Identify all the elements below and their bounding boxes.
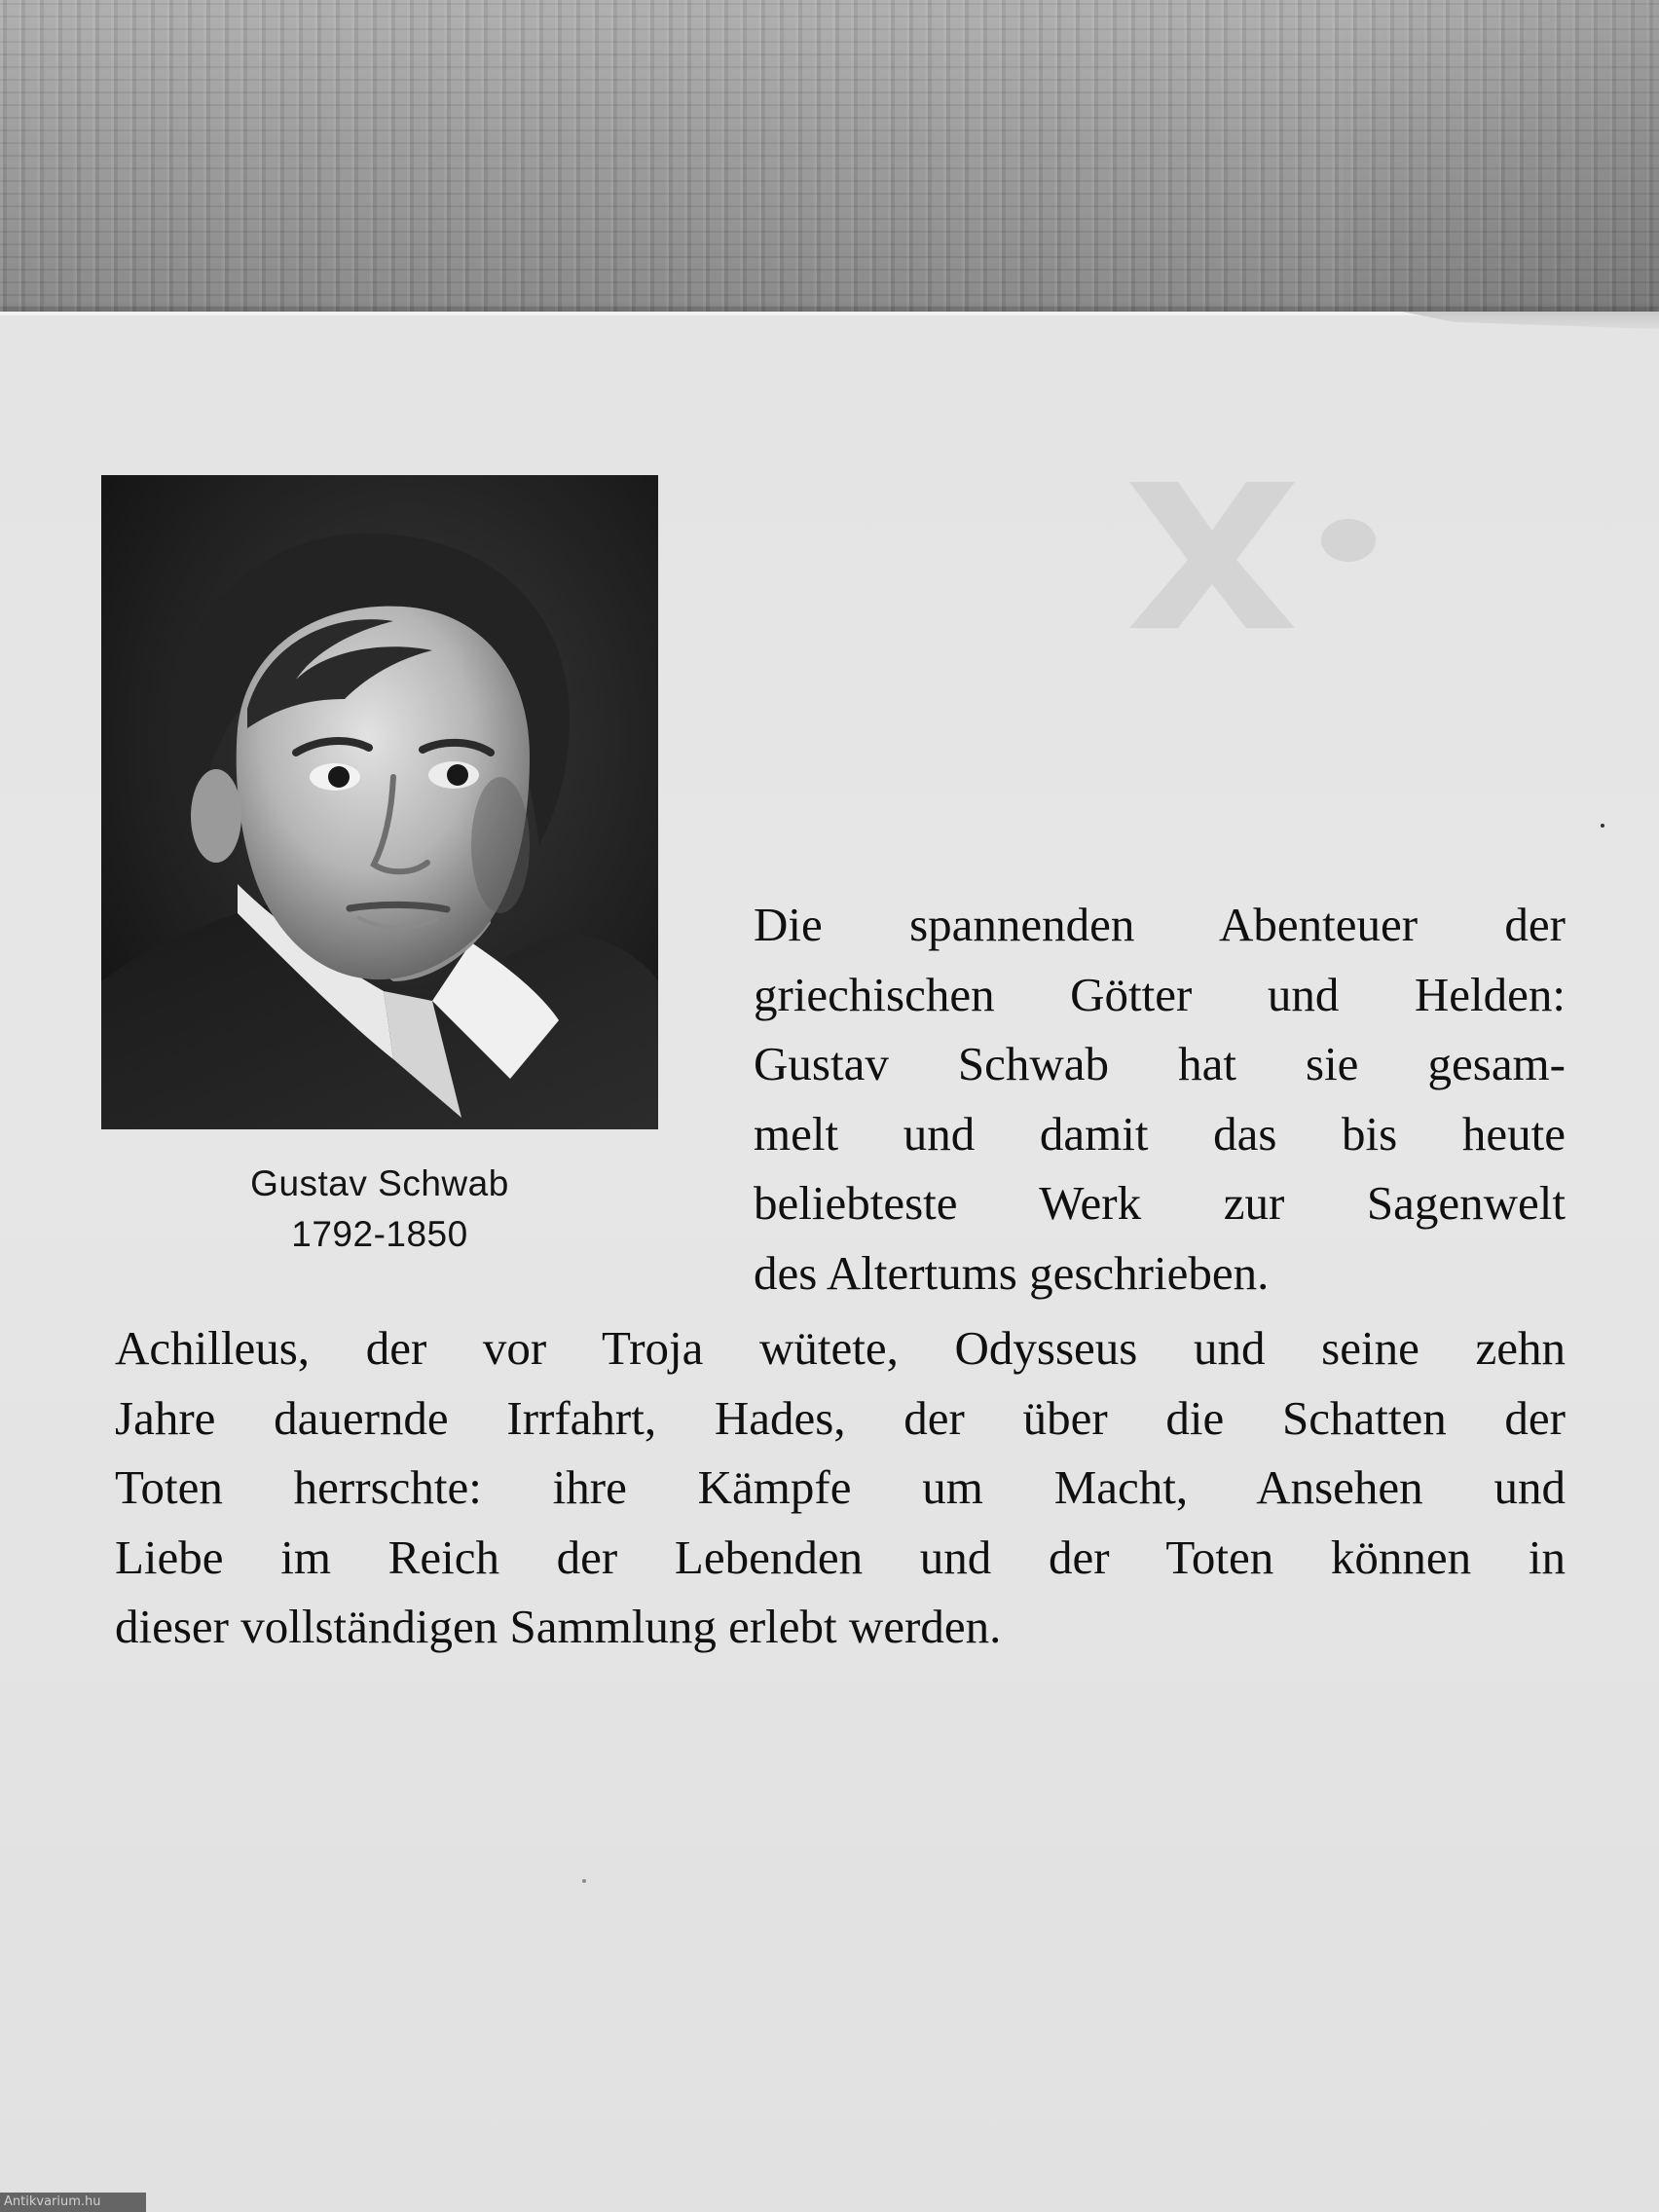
publisher-logo-watermark — [1120, 462, 1382, 638]
intro-line: beliebteste Werk zur Sagenwelt — [754, 1176, 1566, 1230]
intro-line: melt und damit das bis heute — [754, 1106, 1566, 1161]
intro-line: Die spannenden Abenteuer der — [754, 898, 1566, 951]
intro-line: Gustav Schwab hat sie gesam- — [754, 1037, 1566, 1090]
paper-speck — [582, 1879, 586, 1883]
intro-line: griechischen Götter und Helden: — [754, 967, 1566, 1021]
main-line: Jahre dauernde Irrfahrt, Hades, der über die Schatten der — [115, 1390, 1566, 1445]
main-line: dieser vollständigen Sammlung erlebt werden. — [115, 1600, 1002, 1653]
author-lifespan: 1792-1850 — [291, 1214, 468, 1254]
source-watermark: Antikvarium.hu — [0, 2193, 146, 2212]
portrait-image — [101, 475, 658, 1129]
portrait-caption — [101, 1159, 658, 1260]
main-paragraph — [115, 1313, 1566, 1662]
author-name: Gustav Schwab — [250, 1163, 509, 1203]
intro-line: des Altertums geschrieben. — [754, 1245, 1270, 1300]
surface-shadow — [1344, 0, 1659, 321]
main-line: Achilleus, der vor Troja wütete, Odysseus und seine zehn — [115, 1321, 1566, 1375]
author-portrait — [101, 475, 658, 1129]
main-line: Liebe im Reich der Lebenden und der Toten können in — [115, 1530, 1566, 1584]
paper-speck — [1601, 824, 1604, 828]
main-line: Toten herrschte: ihre Kämpfe um Macht, Ansehen und — [115, 1460, 1566, 1514]
intro-paragraph — [754, 890, 1566, 1308]
